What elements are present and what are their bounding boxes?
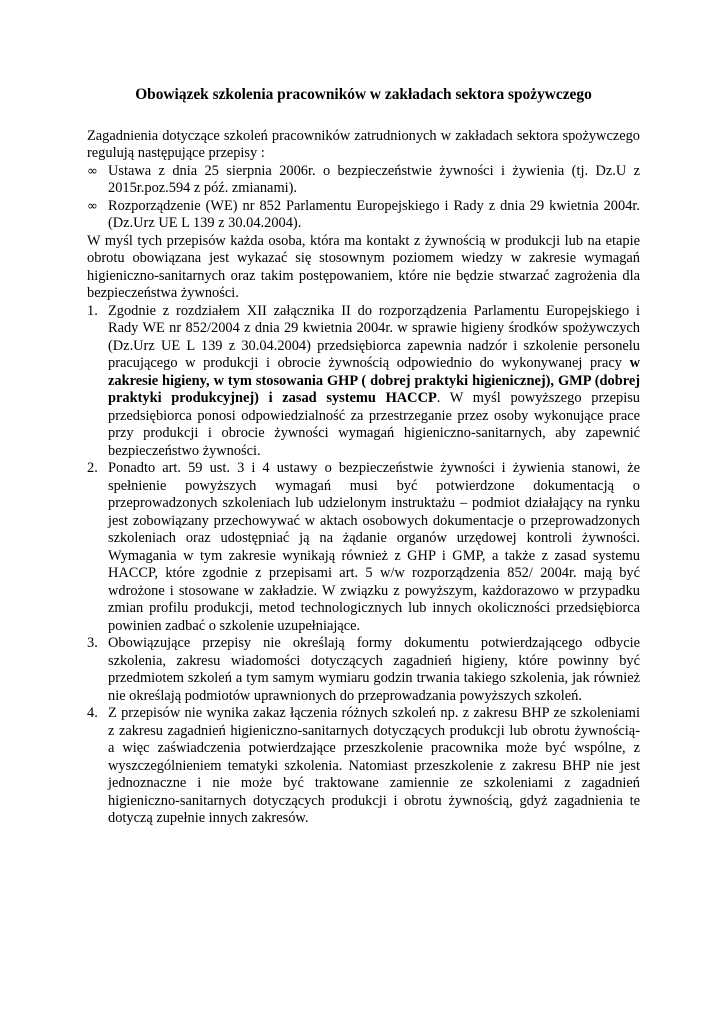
numbered-item — [87, 635, 640, 705]
item-number: 3. — [87, 635, 98, 651]
document-title: Obowiązek szkolenia pracowników w zakładach sektora spożywczego — [135, 86, 592, 103]
item-number: 2. — [87, 460, 98, 476]
item-text: . W myśl powyższego przepisu przedsiębiorca ponosi odpowiedzialność za przestrzeganie przez osoby wykonujące prace przy produkcji i obrocie żywności wymagań higieniczno-sanitarnych, aby zapewnić bezpieczeństwo żywności. — [108, 390, 640, 459]
infinity-bullet-icon: ∞ — [87, 198, 98, 214]
item-number: 1. — [87, 302, 98, 319]
numbered-list — [87, 303, 640, 828]
item-number: 4. — [87, 705, 98, 721]
numbered-item — [87, 303, 640, 461]
regulations-list — [87, 163, 640, 233]
list-item — [87, 198, 640, 233]
document-page — [87, 86, 640, 828]
list-item-text: Rozporządzenie (WE) nr 852 Parlamentu Europejskiego i Rady z dnia 29 kwietnia 2004r. (Dz.Urz UE L 139 z 30.04.2004). — [108, 197, 640, 231]
item-text-bold: w zakresie higieny, w tym stosowania GHP ( dobrej praktyki higienicznej), GMP (dobrej praktyki produkcyjnej) i zasad systemu HACCP — [108, 355, 640, 406]
numbered-item — [87, 705, 640, 828]
numbered-item — [87, 460, 640, 635]
body-paragraph: W myśl tych przepisów każda osoba, która ma kontakt z żywnością w produkcji lub na etapie obrotu obowiązana jest wykazać się stosownym poziomem wiedzy w zakresie wymagań higieniczno-sanitarnych oraz takim postępowaniem, które nie będzie stwarzać zagrożenia dla bezpieczeństwa żywności. — [87, 232, 640, 301]
list-item-text: Ustawa z dnia 25 sierpnia 2006r. o bezpieczeństwie żywności i żywienia (tj. Dz.U z 2015r.poz.594 z póź. zmianami). — [108, 162, 640, 196]
list-item — [87, 163, 640, 198]
infinity-bullet-icon: ∞ — [87, 163, 98, 179]
item-text: Ponadto art. 59 ust. 3 i 4 ustawy o bezpieczeństwie żywności i żywienia stanowi, że spełnienie powyższych wymagań musi być potwierdzone dokumentacją o przeprowadzonych szkoleniach lub udzielonym instruktażu – podmiot działający na rynku jest zobowiązany przechowywać w aktach osobowych dokumentacje o przeprowadzonych szkoleniach oraz udostępniać ją na żądanie organów urzędowej kontroli żywności. Wymagania w tym zakresie wynikają również z GHP i GMP, a także z zasad systemu HACCP, które zgodnie z przepisami art. 5 w/w rozporządzenia 852/ 2004r. mają być wdrożone i stosowane w zakładzie. W związku z powyższym, każdorazowo w przypadku zmian profilu produkcji, metod technologicznych lub innych okoliczności przedsiębiorca powinien zadbać o szkolenie uzupełniające. — [108, 460, 640, 634]
intro-paragraph: Zagadnienia dotyczące szkoleń pracowników zatrudnionych w zakładach sektora spożywczego regulują następujące przepisy : — [87, 127, 640, 161]
item-text: Zgodnie z rozdziałem XII załącznika II do rozporządzenia Parlamentu Europejskiego i Rady WE nr 852/2004 z dnia 29 kwietnia 2004r. w sprawie higieny środków spożywczych (Dz.Urz UE L 139 z 30.04.2004) przedsiębiorca zapewnia nadzór i szkolenie personelu pracującego w produkcji i obrocie żywnością odpowiednio do wykonywanej pracy — [108, 302, 640, 371]
item-text: Z przepisów nie wynika zakaz łączenia różnych szkoleń np. z zakresu BHP ze szkoleniami z zakresu zagadnień higieniczno-sanitarnych dotyczących produkcji lub obrotu żywnością- a więc zaświadczenia potwierdzające przeszkolenie pracownika może być wspólne, z wyszczególnieniem tematyki szkolenia. Natomiast przeszkolenie z zakresu BHP nie jest jednoznaczne i nie może być traktowane zamiennie ze szkoleniami z zagadnień higieniczno-sanitarnych dotyczących produkcji i obrotu żywnością, gdyż zagadnienia te dotyczą zupełnie innych zakresów. — [108, 705, 640, 826]
item-text: Obowiązujące przepisy nie określają formy dokumentu potwierdzającego odbycie szkolenia, zakresu wiadomości dotyczących zagadnień higieny, które powinny być przedmiotem szkoleń a tym samym wymiaru godzin trwania takiego szkolenia, jak również nie określają podmiotów uprawnionych do przeprowadzania powyższych szkoleń. — [108, 635, 640, 704]
